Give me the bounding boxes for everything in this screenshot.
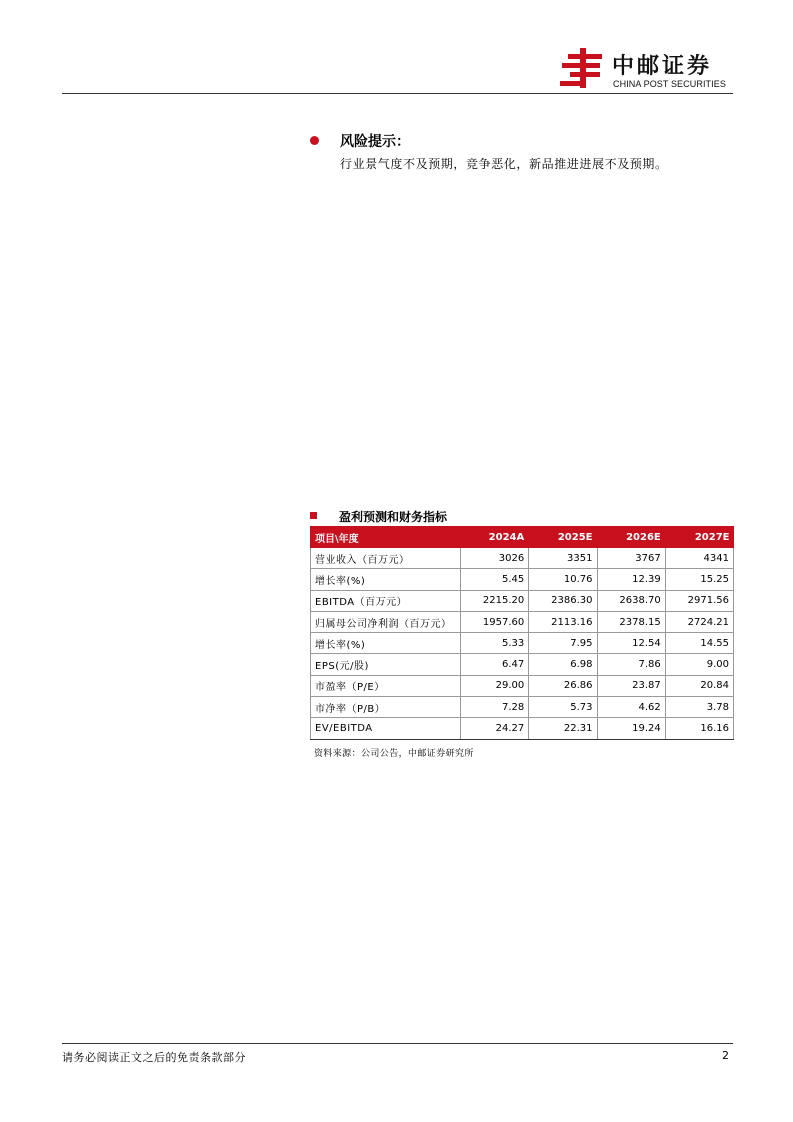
table-cell: 3026 — [461, 548, 529, 569]
table-cell: 20.84 — [665, 675, 733, 696]
row-label: 增长率(%) — [311, 569, 461, 590]
column-header: 2027E — [665, 526, 733, 548]
row-label: 市盈率（P/E） — [311, 675, 461, 696]
row-label: EPS(元/股) — [311, 654, 461, 675]
table-source-note: 资料来源：公司公告，中邮证券研究所 — [314, 749, 474, 759]
table-cell: 4341 — [665, 548, 733, 569]
forecast-table — [310, 526, 734, 740]
table-cell: 7.95 — [529, 633, 597, 654]
risk-title: 风险提示： — [340, 134, 410, 150]
table-row — [311, 611, 734, 632]
table-cell: 2386.30 — [529, 590, 597, 611]
table-cell: 5.73 — [529, 697, 597, 718]
risk-body: 行业景气度不及预期，竞争恶化，新品推进进展不及预期。 — [340, 157, 668, 171]
table-cell: 29.00 — [461, 675, 529, 696]
table-row — [311, 590, 734, 611]
column-header: 2024A — [461, 526, 529, 548]
company-logo — [560, 46, 735, 92]
china-post-logo-icon — [560, 48, 604, 88]
header-divider — [62, 93, 733, 94]
table-row — [311, 548, 734, 569]
table-cell: 6.98 — [529, 654, 597, 675]
table-title: 盈利预测和财务指标 — [339, 510, 448, 524]
column-header: 项目\年度 — [311, 526, 461, 548]
table-cell: 6.47 — [461, 654, 529, 675]
table-cell: 7.86 — [597, 654, 665, 675]
table-cell: 12.39 — [597, 569, 665, 590]
row-label: 市净率（P/B） — [311, 697, 461, 718]
table-cell: 9.00 — [665, 654, 733, 675]
logo-english-name: CHINA POST SECURITIES — [613, 79, 726, 89]
row-label: EV/EBITDA — [311, 718, 461, 739]
table-cell: 19.24 — [597, 718, 665, 739]
table-cell: 2638.70 — [597, 590, 665, 611]
table-heading — [310, 508, 734, 526]
table-cell: 2113.16 — [529, 611, 597, 632]
table-cell: 3767 — [597, 548, 665, 569]
row-label: 增长率(%) — [311, 633, 461, 654]
footer-divider — [62, 1043, 733, 1044]
table-cell: 12.54 — [597, 633, 665, 654]
bullet-square-icon — [310, 512, 317, 519]
column-header: 2025E — [529, 526, 597, 548]
table-cell: 16.16 — [665, 718, 733, 739]
table-row — [311, 718, 734, 739]
table-cell: 1957.60 — [461, 611, 529, 632]
page-number: 2 — [722, 1049, 729, 1062]
table-cell: 2378.15 — [597, 611, 665, 632]
table-cell: 23.87 — [597, 675, 665, 696]
table-cell: 2971.56 — [665, 590, 733, 611]
table-cell: 2724.21 — [665, 611, 733, 632]
table-row — [311, 633, 734, 654]
table-cell: 15.25 — [665, 569, 733, 590]
table-cell: 7.28 — [461, 697, 529, 718]
column-header: 2026E — [597, 526, 665, 548]
row-label: 归属母公司净利润（百万元） — [311, 611, 461, 632]
table-cell: 3351 — [529, 548, 597, 569]
table-header-row — [311, 526, 734, 548]
table-cell: 4.62 — [597, 697, 665, 718]
table-cell: 26.86 — [529, 675, 597, 696]
table-cell: 3.78 — [665, 697, 733, 718]
table-cell: 5.33 — [461, 633, 529, 654]
table-row — [311, 697, 734, 718]
table-cell: 14.55 — [665, 633, 733, 654]
table-cell: 2215.20 — [461, 590, 529, 611]
table-row — [311, 569, 734, 590]
logo-chinese-name: 中邮证券 — [612, 54, 713, 79]
row-label: 营业收入（百万元） — [311, 548, 461, 569]
bullet-dot-icon — [310, 136, 319, 145]
table-cell: 5.45 — [461, 569, 529, 590]
table-cell: 10.76 — [529, 569, 597, 590]
table-cell: 24.27 — [461, 718, 529, 739]
row-label: EBITDA（百万元） — [311, 590, 461, 611]
table-row — [311, 675, 734, 696]
table-row — [311, 654, 734, 675]
table-cell: 22.31 — [529, 718, 597, 739]
footer-disclaimer: 请务必阅读正文之后的免责条款部分 — [62, 1051, 246, 1064]
